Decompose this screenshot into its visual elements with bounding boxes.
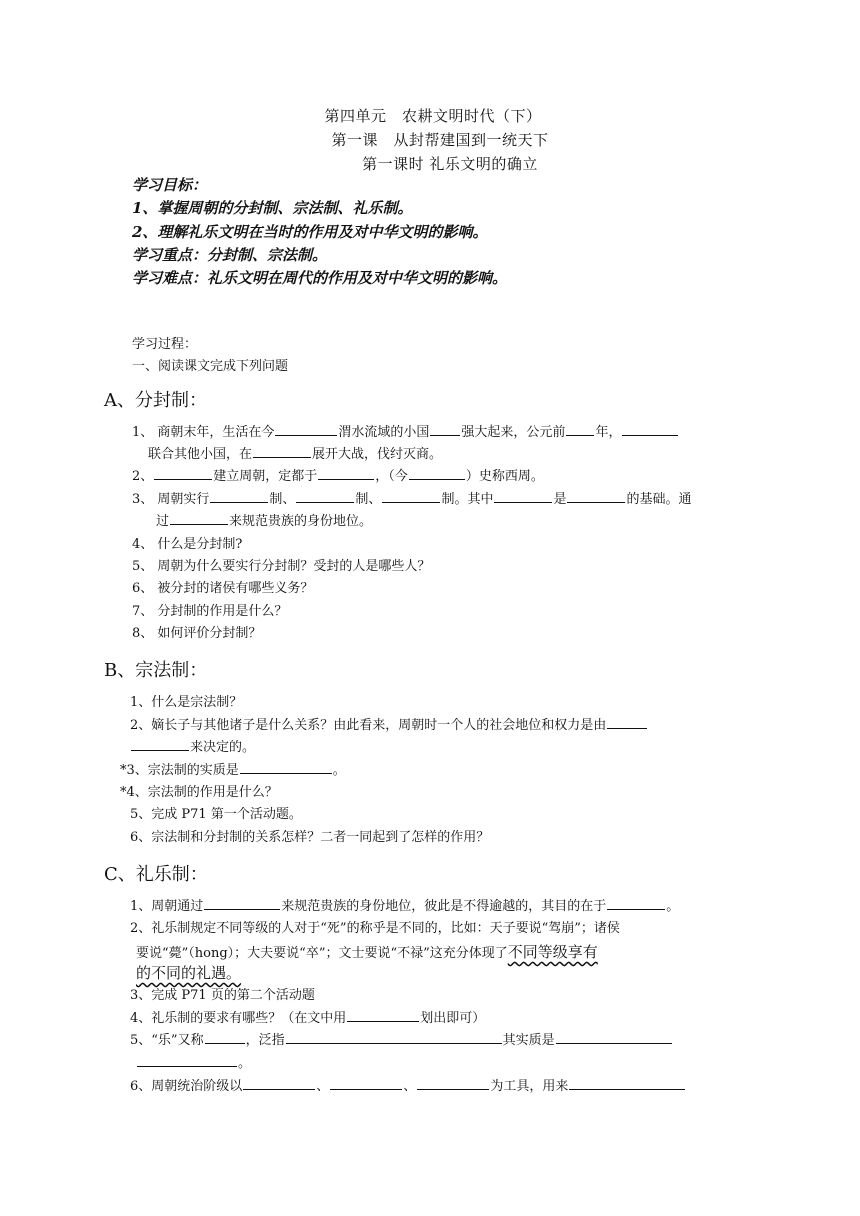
answer-blank[interactable] [417, 1077, 489, 1090]
text: 年， [595, 425, 622, 440]
text: 、 [316, 1079, 330, 1094]
b-question-6: 6、宗法制和分封制的关系怎样？二者一同起到了怎样的作用？ [130, 830, 490, 845]
text: 2、嫡长子与其他诸子是什么关系？由此看来，周朝时一个人的社会地位和权力是由 [130, 718, 607, 733]
text: 强大起来，公元前 [461, 425, 566, 440]
unit-title: 第四单元 农耕文明时代（下） [324, 107, 542, 125]
a-question-3-cont [156, 511, 372, 533]
text: 为工具，用来 [490, 1079, 569, 1094]
b-question-5: 5、完成 P71 第一个活动题。 [130, 807, 302, 822]
a-question-5: 5、 周朝为什么要实行分封制？受封的人是哪些人？ [132, 559, 431, 574]
text: ，（今 [375, 469, 408, 484]
text: 要说“薨”（hong）；大夫要说“卒”；文士要说“不禄”这充分体现了 [136, 946, 508, 961]
c-question-5-cont [136, 1053, 251, 1075]
answer-blank[interactable] [286, 1031, 502, 1044]
objectives-label: 学习目标： [132, 176, 208, 194]
text: 1、周朝通过 [130, 899, 204, 914]
objectives-block [132, 174, 507, 290]
lesson-title: 第一课 从封帮建国到一统天下 [331, 131, 549, 149]
answer-blank[interactable] [154, 467, 212, 480]
text: 是 [553, 492, 567, 507]
a-question-4: 4、 什么是分封制? [132, 537, 243, 552]
answer-blank[interactable] [275, 423, 337, 436]
objective-item-2: 2、理解礼乐文明在当时的作用及对中华文明的影响。 [132, 222, 488, 241]
text: 来规范贵族的身份地位，彼此是不得逾越的，其目的在于 [281, 899, 607, 914]
answer-blank[interactable] [430, 423, 460, 436]
wavy-underlined-text: 不同等级享有 [507, 943, 598, 961]
c-question-4 [130, 1008, 485, 1030]
learning-difficulty: 学习难点：礼乐文明在周代的作用及对中华文明的影响。 [132, 269, 508, 288]
text: 来规范贵族的身份地位。 [229, 514, 373, 529]
answer-blank[interactable] [137, 1054, 237, 1067]
text: 渭水流域的小国 [338, 425, 430, 440]
answer-blank[interactable] [607, 897, 665, 910]
objective-item-1: 1、掌握周朝的分封制、宗法制、礼乐制。 [132, 199, 413, 218]
c-question-2-cont-2 [136, 962, 241, 984]
section-a-title: A、分封制： [104, 390, 207, 411]
text: 2、 [132, 469, 154, 484]
answer-blank[interactable] [566, 423, 594, 436]
text: 3、 周朝实行 [132, 492, 210, 507]
text: 4、礼乐制的要求有哪些？（在文中用 [130, 1011, 347, 1026]
process-label: 学习过程： [132, 337, 198, 352]
c-question-6 [130, 1076, 686, 1098]
answer-blank[interactable] [330, 1077, 402, 1090]
text: 6、周朝统治阶级以 [130, 1079, 243, 1094]
answer-blank[interactable] [296, 490, 354, 503]
process-step-1: 一、阅读课文完成下列问题 [132, 359, 289, 374]
text: 的基础。通 [626, 492, 692, 507]
answer-blank[interactable] [170, 512, 228, 525]
answer-blank[interactable] [347, 1009, 419, 1022]
text: 。 [332, 763, 346, 778]
answer-blank[interactable] [494, 490, 552, 503]
text: 。 [238, 1056, 252, 1071]
a-question-7: 7、 分封制的作用是什么？ [132, 604, 288, 619]
a-question-1 [132, 422, 679, 444]
c-question-3: 3、完成 P71 页的第二个活动题 [130, 988, 315, 1003]
section-c-title: C、礼乐制： [104, 864, 208, 885]
text: 制。其中 [441, 492, 494, 507]
text: 制、 [355, 492, 382, 507]
text: 其实质是 [502, 1033, 555, 1048]
answer-blank[interactable] [253, 445, 311, 458]
a-question-6: 6、 被分封的诸侯有哪些义务？ [132, 581, 314, 596]
text: 过 [156, 514, 170, 529]
text: 5、“乐”又称 [130, 1033, 204, 1048]
c-question-2: 2、礼乐制规定不同等级的人对于“死”的称乎是不同的，比如：天子要说“驾崩”；诸侯 [130, 921, 620, 936]
b-question-4: *4、宗法制的作用是什么？ [120, 785, 278, 800]
text: 展开大战，伐纣灭商。 [312, 447, 443, 462]
text: ）史称西周。 [465, 469, 544, 484]
text: 1、 商朝末年，生活在今 [132, 425, 275, 440]
text: 。 [666, 899, 680, 914]
answer-blank[interactable] [131, 738, 189, 751]
a-question-2 [132, 466, 544, 488]
text: 建立周朝，定都于 [213, 469, 318, 484]
a-question-8: 8、 如何评价分封制？ [132, 626, 262, 641]
text: 划出即可） [420, 1011, 486, 1026]
process-block [132, 334, 288, 378]
c-question-5 [130, 1030, 673, 1052]
wavy-underlined-text: 的不同的礼遇。 [136, 964, 242, 982]
title-block [0, 104, 860, 176]
answer-blank[interactable] [556, 1031, 672, 1044]
c-question-1 [130, 896, 679, 918]
section-b-title: B、宗法制： [104, 660, 208, 681]
answer-blank[interactable] [622, 423, 678, 436]
answer-blank[interactable] [240, 761, 332, 774]
answer-blank[interactable] [607, 716, 647, 729]
answer-blank[interactable] [318, 467, 374, 480]
text: *3、宗法制的实质是 [120, 763, 239, 778]
a-question-3 [132, 489, 691, 511]
answer-blank[interactable] [569, 1077, 685, 1090]
answer-blank[interactable] [204, 897, 280, 910]
learning-focus: 学习重点：分封制、宗法制。 [132, 245, 328, 264]
answer-blank[interactable] [382, 490, 440, 503]
answer-blank[interactable] [409, 467, 465, 480]
a-question-1-cont [148, 444, 442, 466]
b-question-2-cont [130, 737, 255, 759]
answer-blank[interactable] [567, 490, 625, 503]
answer-blank[interactable] [205, 1031, 245, 1044]
b-question-1: 1、什么是宗法制？ [130, 695, 243, 710]
text: 制、 [269, 492, 296, 507]
b-question-3 [120, 760, 346, 782]
text: 、 [403, 1079, 417, 1094]
period-title: 第一课时 礼乐文明的确立 [362, 155, 538, 173]
text: ，泛指 [245, 1033, 285, 1048]
answer-blank[interactable] [243, 1077, 315, 1090]
b-question-2 [130, 715, 648, 737]
text: 来决定的。 [190, 740, 256, 755]
text: 联合其他小国，在 [148, 447, 253, 462]
answer-blank[interactable] [210, 490, 268, 503]
